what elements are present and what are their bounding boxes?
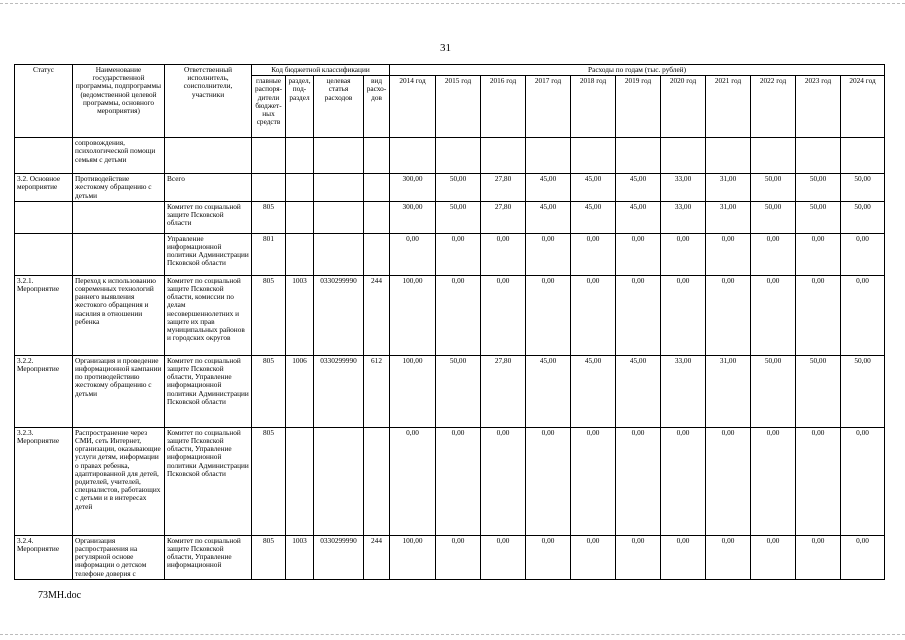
header-year-0: 2014 год bbox=[390, 76, 436, 138]
row-kind: 612 bbox=[364, 355, 390, 427]
row-value-2015-год: 50,00 bbox=[436, 174, 481, 202]
row-value-2016-год: 0,00 bbox=[481, 275, 526, 355]
row-value-2016-год: 0,00 bbox=[481, 535, 526, 579]
row-value-2022-год: 50,00 bbox=[751, 201, 796, 233]
row-value-2016-год: 27,80 bbox=[481, 201, 526, 233]
row-value-2019-год: 0,00 bbox=[616, 275, 661, 355]
row-status: 3.2.1. Мероприятие bbox=[15, 275, 73, 355]
row-value-2021-год: 0,00 bbox=[706, 233, 751, 275]
row-name: Противодействие жестокому обращению с детьми bbox=[73, 174, 165, 202]
row-value-2019-год: 0,00 bbox=[616, 233, 661, 275]
row-value-2022-год: 0,00 bbox=[751, 427, 796, 535]
row-target bbox=[314, 233, 364, 275]
row-target: 0330299990 bbox=[314, 355, 364, 427]
header-expenses: Расходы по годам (тыс. рублей) bbox=[390, 65, 885, 76]
row-target: 0330299990 bbox=[314, 275, 364, 355]
row-value-2014-год: 100,00 bbox=[390, 355, 436, 427]
header-year-5: 2019 год bbox=[616, 76, 661, 138]
row-value-2020-год: 33,00 bbox=[661, 355, 706, 427]
row-grbs: 805 bbox=[252, 201, 286, 233]
row-kind bbox=[364, 427, 390, 535]
row-kind: 244 bbox=[364, 535, 390, 579]
row-grbs: 801 bbox=[252, 233, 286, 275]
row-kind: 244 bbox=[364, 275, 390, 355]
row-value-2016-год: 27,80 bbox=[481, 355, 526, 427]
row-value-2015-год: 0,00 bbox=[436, 535, 481, 579]
row-value-2018-год: 0,00 bbox=[571, 275, 616, 355]
row-value-2023-год: 0,00 bbox=[796, 427, 841, 535]
row-target bbox=[314, 427, 364, 535]
row-value-2021-год: 31,00 bbox=[706, 174, 751, 202]
row-value-2014-год: 100,00 bbox=[390, 275, 436, 355]
footer-filename: 73МН.doc bbox=[38, 590, 82, 601]
table-row bbox=[15, 174, 885, 202]
row-value-2023-год: 50,00 bbox=[796, 174, 841, 202]
row-value-2018-год: 45,00 bbox=[571, 355, 616, 427]
row-value-2017-год: 0,00 bbox=[526, 535, 571, 579]
row-value-2016-год: 27,80 bbox=[481, 174, 526, 202]
row-value-2015-год: 50,00 bbox=[436, 201, 481, 233]
row-name: Организация и проведение информационной кампании по противодействию жестокому обращению с детьми bbox=[73, 355, 165, 427]
header-status: Статус bbox=[15, 65, 73, 138]
row-value-2020-год: 0,00 bbox=[661, 275, 706, 355]
row-value-2016-год: 0,00 bbox=[481, 233, 526, 275]
table-row bbox=[15, 233, 885, 275]
row-status bbox=[15, 233, 73, 275]
row-section: 1003 bbox=[286, 275, 314, 355]
row-name bbox=[73, 201, 165, 233]
row-section bbox=[286, 174, 314, 202]
row-value-2023-год: 50,00 bbox=[796, 201, 841, 233]
row-value-2017-год: 45,00 bbox=[526, 201, 571, 233]
row-value-2018-год: 45,00 bbox=[571, 201, 616, 233]
row-status: 3.2.3. Мероприятие bbox=[15, 427, 73, 535]
row-section bbox=[286, 233, 314, 275]
row-value-2021-год: 31,00 bbox=[706, 355, 751, 427]
row-status: 3.2. Основное мероприятие bbox=[15, 174, 73, 202]
row-value-2022-год: 0,00 bbox=[751, 233, 796, 275]
row-value-2022-год: 0,00 bbox=[751, 275, 796, 355]
header-kind: вид расхо-дов bbox=[364, 76, 390, 138]
row-value-2023-год: 0,00 bbox=[796, 233, 841, 275]
header-name: Наименование государственной программы, подпрограммы (ведомственной целевой программы, основного мероприятия) bbox=[73, 65, 165, 138]
row-value-2014-год: 300,00 bbox=[390, 174, 436, 202]
row-status: 3.2.2. Мероприятие bbox=[15, 355, 73, 427]
row-kind bbox=[364, 201, 390, 233]
row-value-2024-год: 0,00 bbox=[841, 275, 885, 355]
row-kind bbox=[364, 174, 390, 202]
row-executor: Комитет по социальной защите Псковской области, комиссии по делам несовершеннолетних и защите их прав муниципальных районов и городских округов bbox=[165, 275, 252, 355]
row-value-2024-год: 0,00 bbox=[841, 427, 885, 535]
row-section bbox=[286, 201, 314, 233]
row-value-2018-год: 45,00 bbox=[571, 174, 616, 202]
row-grbs: 805 bbox=[252, 535, 286, 579]
page-number: 31 bbox=[440, 42, 451, 54]
row-executor: Комитет по социальной защите Псковской области, Управление информационной политики Администрации Псковской области bbox=[165, 355, 252, 427]
row-value-2018-год: 0,00 bbox=[571, 233, 616, 275]
header-year-7: 2021 год bbox=[706, 76, 751, 138]
header-grbs: главные распоря-дители бюджет-ных средств bbox=[252, 76, 286, 138]
row-grbs: 805 bbox=[252, 427, 286, 535]
table-row bbox=[15, 535, 885, 579]
header-year-4: 2018 год bbox=[571, 76, 616, 138]
row-value-2021-год: 0,00 bbox=[706, 535, 751, 579]
row-value-2021-год: 0,00 bbox=[706, 275, 751, 355]
row-executor: Комитет по социальной защите Псковской области, Управление информационной bbox=[165, 535, 252, 579]
row-value-2024-год: 0,00 bbox=[841, 233, 885, 275]
row-value-2019-год: 45,00 bbox=[616, 201, 661, 233]
row-value-2022-год: 0,00 bbox=[751, 535, 796, 579]
row-name bbox=[73, 233, 165, 275]
row-target bbox=[314, 174, 364, 202]
row-status: 3.2.4. Мероприятие bbox=[15, 535, 73, 579]
row-value-2017-год: 45,00 bbox=[526, 174, 571, 202]
row-value-2015-год: 0,00 bbox=[436, 233, 481, 275]
table-row bbox=[15, 275, 885, 355]
scan-bottom-edge bbox=[0, 634, 905, 636]
row-value-2019-год: 0,00 bbox=[616, 535, 661, 579]
row-executor: Комитет по социальной защите Псковской области bbox=[165, 201, 252, 233]
cont-name: сопровождения, психологической помощи семьям с детьми bbox=[73, 138, 165, 174]
header-budget-code: Код бюджетной классификации bbox=[252, 65, 390, 76]
row-value-2019-год: 0,00 bbox=[616, 427, 661, 535]
row-section: 1006 bbox=[286, 355, 314, 427]
row-value-2018-год: 0,00 bbox=[571, 535, 616, 579]
header-year-9: 2023 год bbox=[796, 76, 841, 138]
row-status bbox=[15, 201, 73, 233]
row-value-2020-год: 33,00 bbox=[661, 201, 706, 233]
row-grbs: 805 bbox=[252, 275, 286, 355]
row-value-2014-год: 100,00 bbox=[390, 535, 436, 579]
header-year-10: 2024 год bbox=[841, 76, 885, 138]
budget-table bbox=[14, 64, 885, 580]
row-value-2024-год: 0,00 bbox=[841, 535, 885, 579]
row-value-2024-год: 50,00 bbox=[841, 201, 885, 233]
table-row bbox=[15, 201, 885, 233]
table-row bbox=[15, 355, 885, 427]
row-section: 1003 bbox=[286, 535, 314, 579]
header-section: раздел, под-раздел bbox=[286, 76, 314, 138]
row-section bbox=[286, 427, 314, 535]
row-value-2018-год: 0,00 bbox=[571, 427, 616, 535]
row-value-2016-год: 0,00 bbox=[481, 427, 526, 535]
row-value-2020-год: 0,00 bbox=[661, 535, 706, 579]
row-name: Переход к использованию современных технологий раннего выявления жестокого обращения и насилия в отношении ребенка bbox=[73, 275, 165, 355]
row-target bbox=[314, 201, 364, 233]
row-value-2017-год: 0,00 bbox=[526, 427, 571, 535]
row-value-2021-год: 0,00 bbox=[706, 427, 751, 535]
row-value-2017-год: 45,00 bbox=[526, 355, 571, 427]
header-year-6: 2020 год bbox=[661, 76, 706, 138]
row-value-2024-год: 50,00 bbox=[841, 355, 885, 427]
row-grbs: 805 bbox=[252, 355, 286, 427]
row-value-2017-год: 0,00 bbox=[526, 275, 571, 355]
row-name: Распространение через СМИ, сеть Интернет, организации, оказывающие услуги детям, информации о правах ребенка, адаптированной для детей, родителей, учителей, специалистов, работающих с детьми и в интересах детей bbox=[73, 427, 165, 535]
cont-status bbox=[15, 138, 73, 174]
row-value-2019-год: 45,00 bbox=[616, 355, 661, 427]
row-value-2014-год: 0,00 bbox=[390, 427, 436, 535]
row-value-2015-год: 0,00 bbox=[436, 427, 481, 535]
row-value-2021-год: 31,00 bbox=[706, 201, 751, 233]
row-name: Организация распространения на регулярной основе информации о детском телефоне доверия с bbox=[73, 535, 165, 579]
row-value-2020-год: 0,00 bbox=[661, 233, 706, 275]
header-target: целевая статья расходов bbox=[314, 76, 364, 138]
row-grbs bbox=[252, 174, 286, 202]
row-value-2014-год: 300,00 bbox=[390, 201, 436, 233]
header-year-2: 2016 год bbox=[481, 76, 526, 138]
row-value-2017-год: 0,00 bbox=[526, 233, 571, 275]
header-year-1: 2015 год bbox=[436, 76, 481, 138]
row-value-2014-год: 0,00 bbox=[390, 233, 436, 275]
row-executor: Всего bbox=[165, 174, 252, 202]
row-kind bbox=[364, 233, 390, 275]
table-row bbox=[15, 427, 885, 535]
header-executor: Ответственный исполнитель, соисполнители, участники bbox=[165, 65, 252, 138]
row-value-2019-год: 45,00 bbox=[616, 174, 661, 202]
row-value-2020-год: 0,00 bbox=[661, 427, 706, 535]
row-executor: Управление информационной политики Администрации Псковской области bbox=[165, 233, 252, 275]
row-target: 0330299990 bbox=[314, 535, 364, 579]
row-value-2022-год: 50,00 bbox=[751, 174, 796, 202]
row-value-2023-год: 50,00 bbox=[796, 355, 841, 427]
header-year-8: 2022 год bbox=[751, 76, 796, 138]
row-value-2023-год: 0,00 bbox=[796, 535, 841, 579]
row-value-2024-год: 50,00 bbox=[841, 174, 885, 202]
header-year-3: 2017 год bbox=[526, 76, 571, 138]
row-executor: Комитет по социальной защите Псковской области, Управление информационной политики Администрации Псковской области bbox=[165, 427, 252, 535]
row-value-2015-год: 0,00 bbox=[436, 275, 481, 355]
row-value-2015-год: 50,00 bbox=[436, 355, 481, 427]
row-value-2020-год: 33,00 bbox=[661, 174, 706, 202]
row-value-2023-год: 0,00 bbox=[796, 275, 841, 355]
scan-top-edge bbox=[0, 3, 905, 5]
row-value-2022-год: 50,00 bbox=[751, 355, 796, 427]
